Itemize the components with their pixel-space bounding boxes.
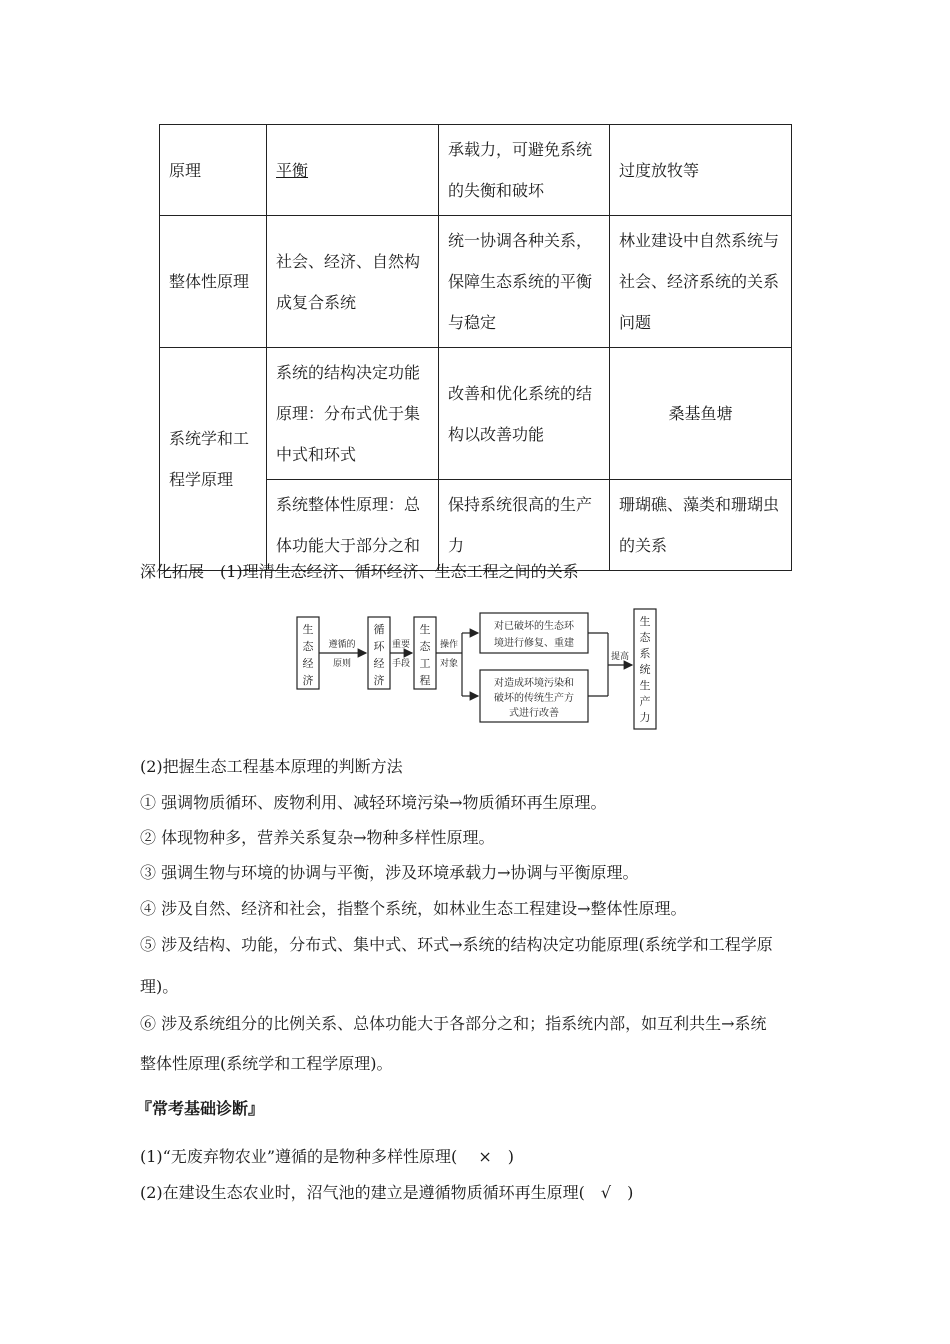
- cell-case: 林业建设中自然系统与社会、经济系统的关系问题: [610, 216, 792, 348]
- diagram-label: 生: [419, 623, 431, 636]
- diagram-label: 济: [302, 674, 314, 687]
- diagram-label: 产: [639, 695, 651, 708]
- diagram-label: 环: [373, 640, 385, 653]
- list-item: ③ 强调生物与环境的协调与平衡，涉及环境承载力→协调与平衡原理。: [140, 863, 639, 882]
- list-item: 理)。: [140, 977, 179, 996]
- list-item: ⑤ 涉及结构、功能，分布式、集中式、环式→系统的结构决定功能原理(系统学和工程学原: [140, 935, 773, 954]
- diagram-label: 工: [419, 657, 431, 670]
- diagnosis-title: 『常考基础诊断』: [136, 1099, 265, 1118]
- relation-diagram: [290, 595, 660, 735]
- cell-example: 系统整体性原理：总体功能大于部分之和: [267, 480, 439, 571]
- list-item: ⑥ 涉及系统组分的比例关系、总体功能大于各部分之和；指系统内部，如互利共生→系统: [140, 1014, 767, 1033]
- diagram-label: 遵循的: [328, 640, 356, 650]
- extension-heading: 深化拓展 (1)理清生态经济、循环经济、生态工程之间的关系: [140, 562, 579, 581]
- cell-example: 社会、经济、自然构成复合系统: [267, 216, 439, 348]
- question-2: (2)在建设生态农业时，沼气池的建立是遵循物质循环再生原理( √ ): [140, 1183, 634, 1202]
- diagram-label: 程: [419, 674, 431, 687]
- diagram-label: 手段: [391, 659, 411, 669]
- cell-case: 珊瑚礁、藻类和珊瑚虫的关系: [610, 480, 792, 571]
- diagram-label: 经: [302, 657, 314, 670]
- diagram-label: 力: [639, 711, 651, 724]
- cell-principle: 整体性原理: [160, 216, 267, 348]
- diagram-label: 操作: [439, 640, 459, 650]
- diagram-label: 对象: [439, 659, 459, 669]
- diagram-label: 生: [639, 679, 651, 692]
- cell-meaning: 保持系统很高的生产力: [439, 480, 610, 571]
- diagram-label: 式进行改善: [509, 708, 559, 719]
- principle-table: [159, 124, 792, 571]
- diagram-label: 对已破坏的生态环: [494, 621, 574, 632]
- diagram-label: 循: [373, 623, 385, 636]
- diagram-label: 态: [302, 640, 314, 653]
- diagram-label: 破坏的传统生产方: [494, 693, 574, 704]
- diagram-label: 态: [419, 640, 431, 653]
- list-item: ② 体现物种多，营养关系复杂→物种多样性原理。: [140, 828, 495, 847]
- cell-example: 系统的结构决定功能原理：分布式优于集中式和环式: [267, 348, 439, 480]
- diagram-label: 态: [639, 631, 651, 644]
- list-item: ① 强调物质循环、废物利用、减轻环境污染→物质循环再生原理。: [140, 793, 607, 812]
- table-row: [160, 216, 792, 348]
- cell-example: 平衡: [267, 125, 439, 216]
- diagram-label: 原则: [332, 659, 352, 669]
- diagram-label: 统: [639, 663, 651, 676]
- diagram-label: 生: [302, 623, 314, 636]
- diagram-label: 重要: [391, 640, 411, 650]
- list-item: 整体性原理(系统学和工程学原理)。: [140, 1054, 393, 1073]
- diagram-label: 对造成环境污染和: [494, 678, 574, 689]
- table-row: [160, 125, 792, 216]
- table-row: [160, 348, 792, 480]
- question-1: (1)“无废弃物农业”遵循的是物种多样性原理( × ): [140, 1147, 515, 1166]
- diagram-label: 生: [639, 615, 651, 628]
- cell-meaning: 统一协调各种关系，保障生态系统的平衡与稳定: [439, 216, 610, 348]
- diagram-label: 系: [639, 647, 651, 660]
- diagram-label: 济: [373, 674, 385, 687]
- cell-meaning: 承载力，可避免系统的失衡和破坏: [439, 125, 610, 216]
- cell-principle: 原理: [160, 125, 267, 216]
- cell-principle: 系统学和工程学原理: [160, 348, 267, 571]
- diagram-label: 提高: [610, 652, 630, 662]
- cell-meaning: 改善和优化系统的结构以改善功能: [439, 348, 610, 480]
- diagram-label: 经: [373, 657, 385, 670]
- list-item: ④ 涉及自然、经济和社会，指整个系统，如林业生态工程建设→整体性原理。: [140, 899, 687, 918]
- cell-case: 过度放牧等: [610, 125, 792, 216]
- diagram-label: 境进行修复、重建: [494, 638, 574, 649]
- cell-case: 桑基鱼塘: [610, 348, 792, 480]
- extension-subheading: (2)把握生态工程基本原理的判断方法: [140, 757, 403, 776]
